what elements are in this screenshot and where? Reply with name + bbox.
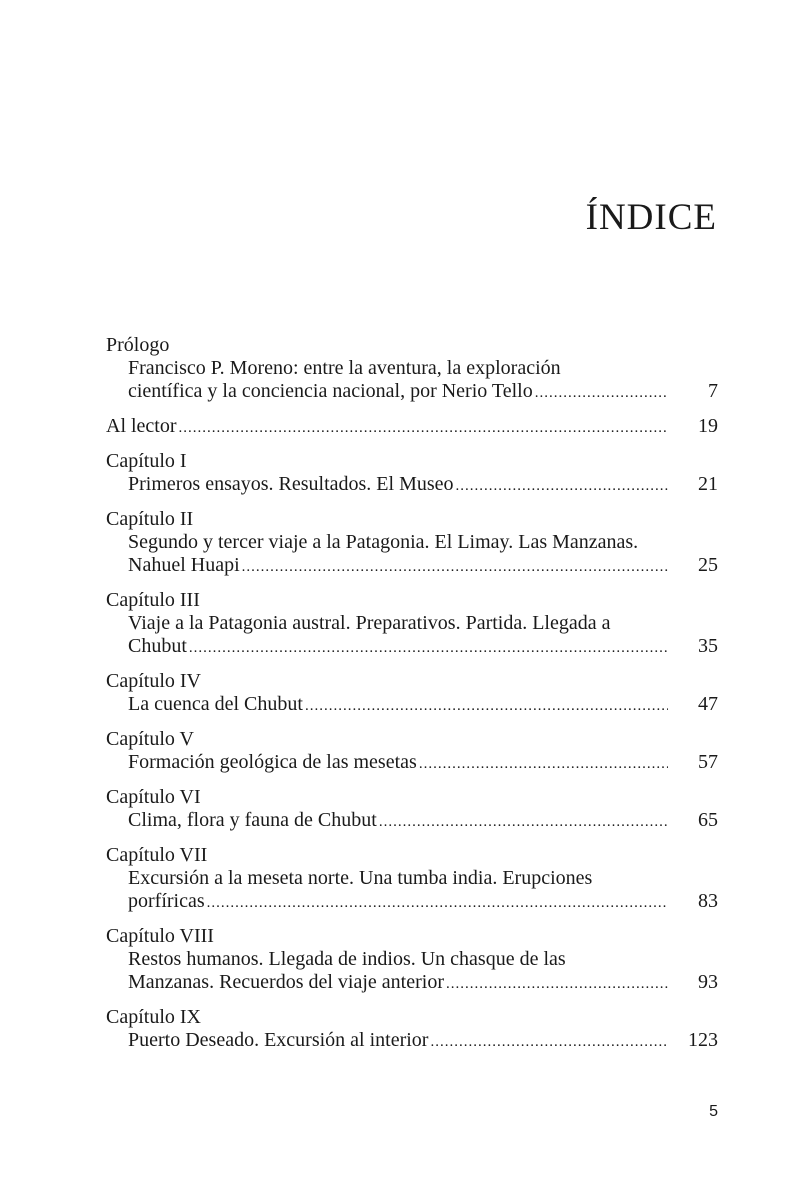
toc-entry-page-number: 123 — [688, 1029, 718, 1051]
toc-entry-heading: Capítulo I — [106, 450, 187, 472]
toc-entry-heading: Capítulo IV — [106, 670, 201, 692]
toc-entry-heading: Capítulo II — [106, 508, 194, 530]
dot-leader — [456, 475, 668, 498]
toc-entry-text: Puerto Deseado. Excursión al interior — [128, 1029, 429, 1051]
dot-leader — [430, 1031, 668, 1054]
toc-entry-page-number: 47 — [698, 693, 718, 715]
toc-entry-page-number: 83 — [698, 890, 718, 912]
toc-entry[interactable] — [106, 334, 718, 403]
toc-entry-page-number: 93 — [698, 971, 718, 993]
toc-entry-heading: Capítulo VI — [106, 786, 201, 808]
toc-entry-text: La cuenca del Chubut — [128, 693, 303, 715]
toc-entry-text: Segundo y tercer viaje a la Patagonia. El Limay. Las Manzanas. — [128, 531, 639, 553]
toc-entry-page-number: 25 — [698, 554, 718, 576]
page-title: ÍNDICE — [585, 197, 717, 238]
toc-entry[interactable] — [106, 415, 718, 438]
toc-entry-text: Nahuel Huapi — [128, 554, 240, 576]
toc-entry-text: científica y la conciencia nacional, por Nerio Tello — [128, 380, 533, 402]
toc-entry-text: Chubut — [128, 635, 187, 657]
toc-entry-text: Clima, flora y fauna de Chubut — [128, 809, 377, 831]
toc-entry[interactable] — [106, 450, 718, 496]
dot-leader — [305, 695, 668, 718]
toc-entry-text: Al lector — [106, 415, 177, 437]
toc-entry-page-number: 21 — [698, 473, 718, 495]
toc-entry-heading: Capítulo VIII — [106, 925, 214, 947]
toc-entry-text: Restos humanos. Llegada de indios. Un chasque de las — [128, 948, 566, 970]
toc-entry[interactable] — [106, 925, 718, 994]
page-number: 5 — [709, 1103, 718, 1120]
toc-entry-page-number: 65 — [698, 809, 718, 831]
toc-entry[interactable] — [106, 728, 718, 774]
toc-entry-page-number: 19 — [698, 415, 718, 437]
toc-entry-heading: Capítulo IX — [106, 1006, 201, 1028]
dot-leader — [535, 382, 668, 405]
toc-entry-page-number: 57 — [698, 751, 718, 773]
toc-entry-heading: Capítulo VII — [106, 844, 208, 866]
table-of-contents — [106, 334, 718, 1064]
dot-leader — [189, 637, 668, 660]
toc-entry-page-number: 7 — [708, 380, 718, 402]
toc-entry[interactable] — [106, 844, 718, 913]
dot-leader — [179, 417, 668, 440]
toc-entry-text: Excursión a la meseta norte. Una tumba india. Erupciones — [128, 867, 593, 889]
toc-entry-text: Primeros ensayos. Resultados. El Museo — [128, 473, 454, 495]
toc-entry-heading: Capítulo III — [106, 589, 200, 611]
toc-entry-text: Viaje a la Patagonia austral. Preparativos. Partida. Llegada a — [128, 612, 611, 634]
dot-leader — [242, 556, 668, 579]
toc-entry-heading: Prólogo — [106, 334, 170, 356]
toc-entry-text: Francisco P. Moreno: entre la aventura, la exploración — [128, 357, 561, 379]
dot-leader — [419, 753, 668, 776]
toc-entry-text: porfíricas — [128, 890, 205, 912]
toc-entry-text: Formación geológica de las mesetas — [128, 751, 417, 773]
dot-leader — [379, 811, 668, 834]
toc-entry[interactable] — [106, 670, 718, 716]
dot-leader — [446, 973, 668, 996]
toc-entry[interactable] — [106, 589, 718, 658]
toc-entry-text: Manzanas. Recuerdos del viaje anterior — [128, 971, 444, 993]
toc-entry-heading: Capítulo V — [106, 728, 194, 750]
toc-entry[interactable] — [106, 508, 718, 577]
toc-entry-page-number: 35 — [698, 635, 718, 657]
dot-leader — [207, 892, 668, 915]
toc-entry[interactable] — [106, 786, 718, 832]
toc-entry[interactable] — [106, 1006, 718, 1052]
